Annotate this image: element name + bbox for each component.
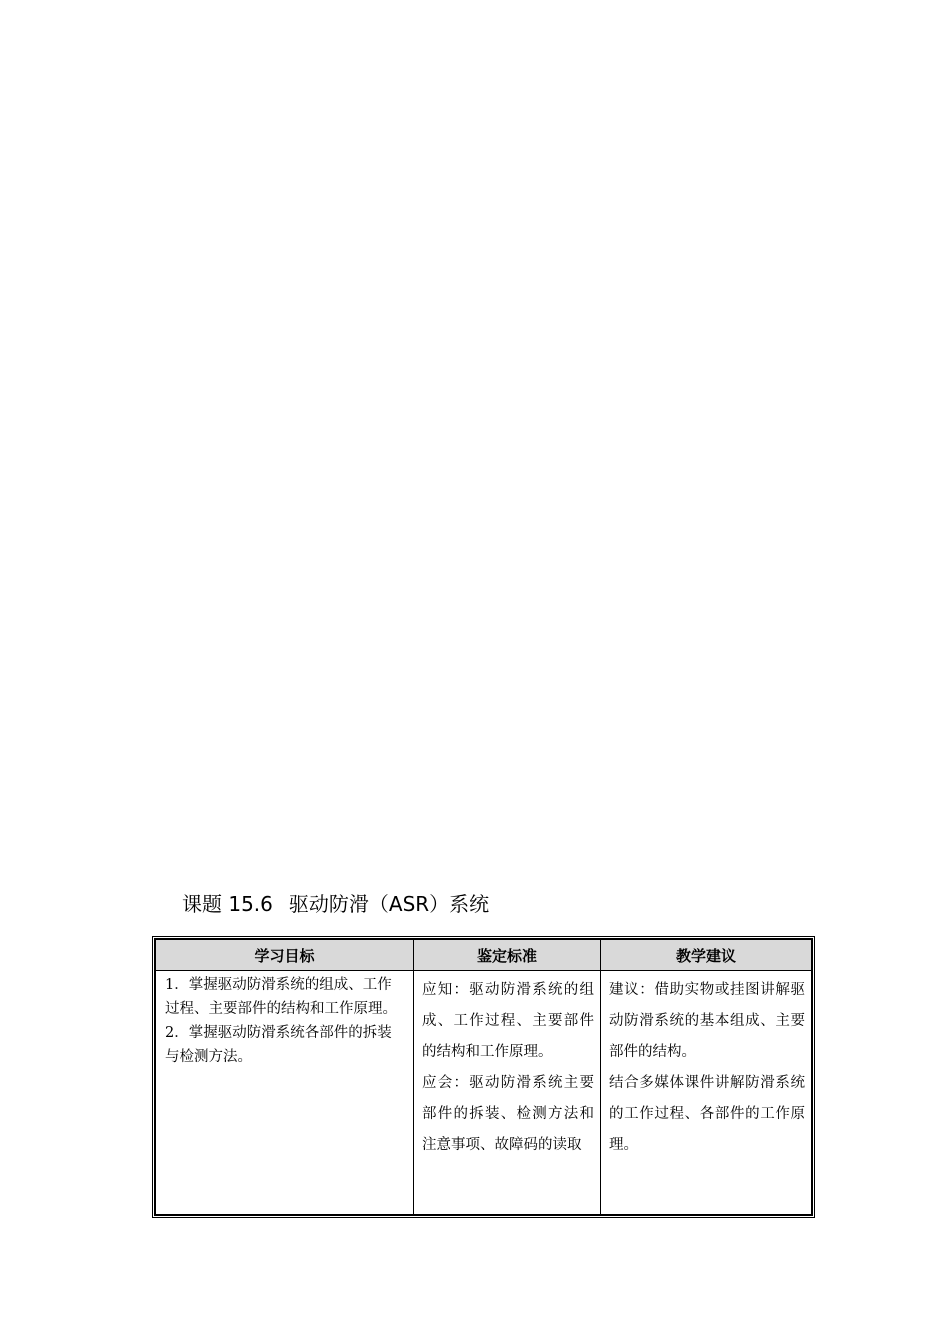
teaching-advice-cell — [601, 971, 812, 1215]
lesson-table — [152, 936, 815, 1218]
header-learning-goals: 学习目标 — [156, 940, 414, 971]
goal-item-2: 2．掌握驱动防滑系统各部件的拆装与检测方法。 — [165, 1025, 392, 1065]
learning-goals-cell — [156, 971, 414, 1215]
header-assessment-standards: 鉴定标准 — [414, 940, 601, 971]
lesson-table-grid — [155, 939, 812, 1215]
header-teaching-advice: 教学建议 — [601, 940, 812, 971]
advice-item-2: 结合多媒体课件讲解防滑系统的工作过程、各部件的工作原理。 — [609, 1075, 805, 1153]
advice-item-1: 建议：借助实物或挂图讲解驱动防滑系统的基本组成、主要部件的结构。 — [609, 982, 805, 1060]
table-header-row — [156, 940, 812, 971]
table-row — [156, 971, 812, 1215]
standard-do: 应会：驱动防滑系统主要部件的拆装、检测方法和注意事项、故障码的读取 — [422, 1075, 594, 1153]
standard-know: 应知：驱动防滑系统的组成、工作过程、主要部件的结构和工作原理。 — [422, 982, 594, 1060]
lesson-name: 驱动防滑（ASR）系统 — [288, 892, 490, 916]
goal-item-1: 1．掌握驱动防滑系统的组成、工作过程、主要部件的结构和工作原理。 — [165, 977, 397, 1017]
lesson-code: 课题 15.6 — [182, 892, 273, 916]
assessment-standards-cell — [414, 971, 601, 1215]
lesson-title — [182, 888, 489, 920]
